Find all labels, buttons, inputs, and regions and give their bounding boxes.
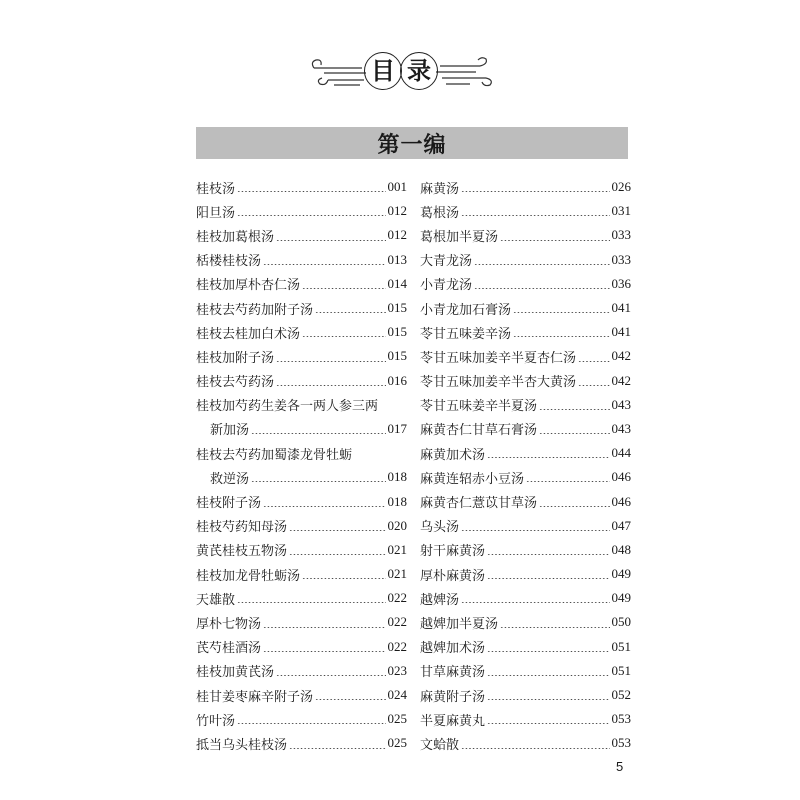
- toc-entry[interactable]: [196, 441, 407, 465]
- dot-leader: [513, 336, 609, 337]
- toc-entry[interactable]: [196, 586, 407, 610]
- toc-entry-title: 芪芍桂酒汤: [196, 641, 262, 657]
- toc-entry-page: 026: [611, 179, 631, 195]
- toc-entry-page: 036: [611, 275, 631, 291]
- dot-leader: [500, 627, 609, 628]
- toc-entry-title: 厚朴七物汤: [196, 616, 262, 632]
- toc-entry-page: 012: [387, 227, 407, 243]
- toc-entry-page: 022: [387, 590, 407, 606]
- toc-entry[interactable]: [420, 489, 631, 513]
- toc-entry-title: 救逆汤: [210, 471, 250, 487]
- dot-leader: [461, 530, 609, 531]
- toc-entry-title: 栝楼桂枝汤: [196, 254, 262, 270]
- toc-entry-page: 053: [611, 735, 631, 751]
- dot-leader: [500, 240, 609, 241]
- toc-entry[interactable]: [420, 514, 631, 538]
- toc-entry[interactable]: [420, 586, 631, 610]
- toc-entry-page: 018: [387, 469, 407, 485]
- toc-entry-page: 016: [387, 372, 407, 388]
- toc-entry-title: 抵当乌头桂枝汤: [196, 737, 288, 753]
- dot-leader: [526, 481, 609, 482]
- toc-entry-page: 051: [611, 662, 631, 678]
- dot-leader: [289, 748, 385, 749]
- toc-entry[interactable]: [196, 393, 407, 417]
- dot-leader: [487, 457, 609, 458]
- toc-entry-page: 023: [387, 662, 407, 678]
- dot-leader: [302, 578, 385, 579]
- dot-leader: [263, 506, 385, 507]
- toc-entry-title: 麻黄汤: [420, 181, 460, 197]
- toc-entry-page: 043: [611, 396, 631, 412]
- toc-entry-title: 乌头汤: [420, 520, 460, 536]
- toc-entry-title: 大青龙汤: [420, 254, 473, 270]
- toc-entry-title: 桂枝去芍药加附子汤: [196, 302, 314, 318]
- page-number: 5: [616, 759, 624, 774]
- toc-entry-title: 麻黄附子汤: [420, 689, 486, 705]
- toc-entry[interactable]: [196, 538, 407, 562]
- dot-leader: [302, 336, 385, 337]
- dot-leader: [578, 361, 609, 362]
- toc-entry[interactable]: [196, 489, 407, 513]
- toc-entry[interactable]: [196, 296, 407, 320]
- toc-entry-title: 桂枝加黄芪汤: [196, 665, 275, 681]
- toc-entry-title: 苓甘五味加姜辛半夏杏仁汤: [420, 350, 577, 366]
- toc-entry-title: 天雄散: [196, 592, 236, 608]
- dot-leader: [461, 602, 609, 603]
- toc-entry[interactable]: [196, 320, 407, 344]
- toc-entry-title: 竹叶汤: [196, 713, 236, 729]
- toc-left-column: [196, 175, 407, 756]
- toc-entry-page: 041: [611, 300, 631, 316]
- dot-leader: [251, 481, 385, 482]
- toc-entry-page: 012: [387, 203, 407, 219]
- dot-leader: [474, 264, 609, 265]
- dot-leader: [302, 288, 385, 289]
- toc-entry-title: 桂枝加葛根汤: [196, 229, 275, 245]
- toc-entry[interactable]: [196, 514, 407, 538]
- dot-leader: [487, 554, 609, 555]
- toc-entry[interactable]: [196, 369, 407, 393]
- dot-leader: [539, 433, 609, 434]
- toc-entry-page: 049: [611, 590, 631, 606]
- dot-leader: [487, 578, 609, 579]
- toc-entry-page: 022: [387, 614, 407, 630]
- toc-entry-page: 014: [387, 275, 407, 291]
- toc-entry-page: 021: [387, 541, 407, 557]
- toc-entry[interactable]: [420, 272, 631, 296]
- toc-entry-page: 052: [611, 687, 631, 703]
- toc-entry-title: 桂枝去芍药加蜀漆龙骨牡蛎: [196, 447, 353, 463]
- toc-entry-page: 042: [611, 372, 631, 388]
- toc-entry-title: 苓甘五味加姜辛半杏大黄汤: [420, 375, 577, 391]
- toc-title-char-2: 录: [400, 52, 438, 90]
- dot-leader: [461, 191, 609, 192]
- toc-entry-title: 新加汤: [210, 423, 250, 439]
- toc-entry-page: 050: [611, 614, 631, 630]
- toc-entry[interactable]: [420, 538, 631, 562]
- dot-leader: [539, 409, 609, 410]
- toc-entry-title: 桂枝去芍药汤: [196, 375, 275, 391]
- dot-leader: [487, 651, 609, 652]
- dot-leader: [487, 699, 609, 700]
- toc-entry-title: 葛根加半夏汤: [420, 229, 499, 245]
- toc-entry-page: 042: [611, 348, 631, 364]
- toc-entry[interactable]: [196, 344, 407, 368]
- toc-entry-title: 桂甘姜枣麻辛附子汤: [196, 689, 314, 705]
- toc-entry[interactable]: [196, 272, 407, 296]
- toc-entry[interactable]: [420, 731, 631, 755]
- toc-entry-title: 葛根汤: [420, 205, 460, 221]
- toc-entry[interactable]: [196, 465, 407, 489]
- dot-leader: [237, 602, 385, 603]
- toc-entry-page: 021: [387, 566, 407, 582]
- toc-entry-title: 小青龙汤: [420, 278, 473, 294]
- toc-entry-title: 射干麻黄汤: [420, 544, 486, 560]
- toc-entry-title: 越婢加术汤: [420, 641, 486, 657]
- toc-entry-page: 018: [387, 493, 407, 509]
- toc-entry-title: 苓甘五味姜辛汤: [420, 326, 512, 342]
- toc-entry-title: 半夏麻黄丸: [420, 713, 486, 729]
- dot-leader: [237, 191, 385, 192]
- toc-entry-page: 024: [387, 687, 407, 703]
- toc-entry-title: 小青龙加石膏汤: [420, 302, 512, 318]
- toc-entry-title: 麻黄杏仁甘草石膏汤: [420, 423, 538, 439]
- toc-entry-page: 041: [611, 324, 631, 340]
- dot-leader: [276, 385, 385, 386]
- toc-entry-title: 桂枝附子汤: [196, 496, 262, 512]
- toc-entry-title: 桂枝加芍药生姜各一两人参三两: [196, 399, 379, 415]
- dot-leader: [276, 675, 385, 676]
- toc-entry[interactable]: [420, 175, 631, 199]
- toc-entry[interactable]: [420, 344, 631, 368]
- toc-entry-page: 046: [611, 469, 631, 485]
- dot-leader: [487, 723, 609, 724]
- dot-leader: [263, 627, 385, 628]
- toc-entry-page: 046: [611, 493, 631, 509]
- toc-entry[interactable]: [420, 369, 631, 393]
- toc-entry[interactable]: [196, 659, 407, 683]
- dot-leader: [487, 675, 609, 676]
- toc-entry[interactable]: [420, 417, 631, 441]
- toc-entry[interactable]: [196, 562, 407, 586]
- toc-entry[interactable]: [420, 562, 631, 586]
- toc-entry-title: 越婢汤: [420, 592, 460, 608]
- toc-entry-title: 黄芪桂枝五物汤: [196, 544, 288, 560]
- toc-entry-page: 022: [387, 638, 407, 654]
- toc-entry-title: 桂枝芍药知母汤: [196, 520, 288, 536]
- toc-entry-page: 051: [611, 638, 631, 654]
- dot-leader: [276, 240, 385, 241]
- toc-entry-page: 025: [387, 711, 407, 727]
- toc-entry-title: 麻黄加术汤: [420, 447, 486, 463]
- dot-leader: [263, 651, 385, 652]
- dot-leader: [461, 748, 609, 749]
- dot-leader: [315, 312, 385, 313]
- toc-entry-page: 001: [387, 179, 407, 195]
- toc-entry-page: 020: [387, 517, 407, 533]
- dot-leader: [578, 385, 609, 386]
- toc-entry[interactable]: [420, 659, 631, 683]
- toc-entry[interactable]: [420, 683, 631, 707]
- toc-entry-page: 013: [387, 251, 407, 267]
- toc-entry-page: 015: [387, 324, 407, 340]
- toc-entry-page: 033: [611, 251, 631, 267]
- toc-entry[interactable]: [196, 610, 407, 634]
- toc-entry-page: 043: [611, 420, 631, 436]
- toc-entry-page: 017: [387, 420, 407, 436]
- toc-entry[interactable]: [420, 465, 631, 489]
- dot-leader: [251, 433, 385, 434]
- dot-leader: [263, 264, 385, 265]
- dot-leader: [539, 506, 609, 507]
- section-title: 第一编: [196, 127, 628, 159]
- toc-entry-page: 053: [611, 711, 631, 727]
- toc-entry[interactable]: [420, 635, 631, 659]
- dot-leader: [315, 699, 385, 700]
- toc-entry[interactable]: [420, 707, 631, 731]
- dot-leader: [461, 215, 609, 216]
- toc-entry-title: 桂枝汤: [196, 181, 236, 197]
- toc-entry[interactable]: [196, 417, 407, 441]
- toc-entry-page: 047: [611, 517, 631, 533]
- toc-title-char-1: 目: [364, 52, 402, 90]
- toc-entry[interactable]: [420, 248, 631, 272]
- toc-entry-title: 桂枝加龙骨牡蛎汤: [196, 568, 301, 584]
- toc-entry[interactable]: [196, 635, 407, 659]
- toc-entry-page: 015: [387, 348, 407, 364]
- toc-entry[interactable]: [420, 223, 631, 247]
- dot-leader: [513, 312, 609, 313]
- toc-entry-title: 麻黄连轺赤小豆汤: [420, 471, 525, 487]
- toc-entry-title: 越婢加半夏汤: [420, 616, 499, 632]
- toc-entry[interactable]: [420, 610, 631, 634]
- toc-entry[interactable]: [196, 199, 407, 223]
- toc-entry-title: 阳旦汤: [196, 205, 236, 221]
- dot-leader: [276, 361, 385, 362]
- toc-entry-page: 049: [611, 566, 631, 582]
- toc-entry-title: 苓甘五味姜辛半夏汤: [420, 399, 538, 415]
- dot-leader: [237, 723, 385, 724]
- toc-right-column: [420, 175, 631, 756]
- toc-entry[interactable]: [196, 175, 407, 199]
- toc-entry[interactable]: [196, 248, 407, 272]
- toc-entry[interactable]: [420, 199, 631, 223]
- toc-header: [300, 40, 500, 104]
- toc-entry-page: 044: [611, 445, 631, 461]
- toc-entry-page: 025: [387, 735, 407, 751]
- toc-entry-title: 桂枝加厚朴杏仁汤: [196, 278, 301, 294]
- toc-entry[interactable]: [196, 683, 407, 707]
- toc-entry[interactable]: [196, 707, 407, 731]
- toc-entry[interactable]: [196, 223, 407, 247]
- toc-entry-page: 033: [611, 227, 631, 243]
- toc-entry[interactable]: [420, 320, 631, 344]
- toc-entry-title: 桂枝去桂加白术汤: [196, 326, 301, 342]
- toc-entry-title: 厚朴麻黄汤: [420, 568, 486, 584]
- toc-entry-title: 文蛤散: [420, 737, 460, 753]
- toc-entry[interactable]: [420, 393, 631, 417]
- toc-entry[interactable]: [420, 296, 631, 320]
- toc-entry-title: 桂枝加附子汤: [196, 350, 275, 366]
- dot-leader: [237, 215, 385, 216]
- toc-entry-title: 甘草麻黄汤: [420, 665, 486, 681]
- toc-entry-page: 031: [611, 203, 631, 219]
- toc-entry-page: 015: [387, 300, 407, 316]
- toc-entry-title: 麻黄杏仁薏苡甘草汤: [420, 496, 538, 512]
- dot-leader: [289, 530, 385, 531]
- dot-leader: [474, 288, 609, 289]
- toc-entry[interactable]: [196, 731, 407, 755]
- toc-entry[interactable]: [420, 441, 631, 465]
- dot-leader: [289, 554, 385, 555]
- toc-entry-page: 048: [611, 541, 631, 557]
